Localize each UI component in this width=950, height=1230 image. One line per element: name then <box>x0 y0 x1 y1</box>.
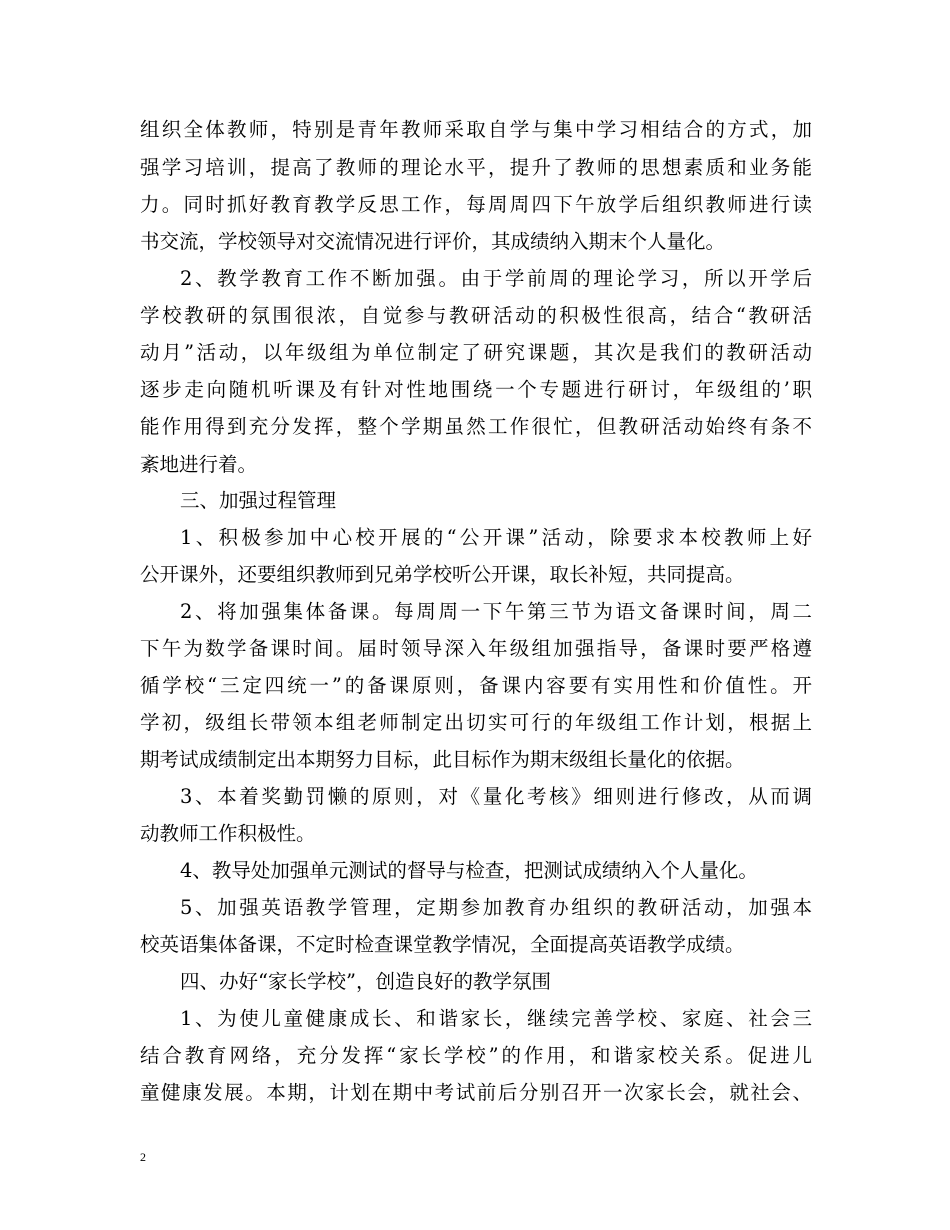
body-line: 学校教研的氛围很浓，自觉参与教研活动的积极性很高，结合“教研活 <box>140 304 812 327</box>
body-line: 3、本着奖勤罚懒的原则，对《量化考核》细则进行修改，从而调 <box>180 785 812 808</box>
body-line: 下午为数学备课时间。届时领导深入年级组加强指导，备课时要严格遵 <box>140 637 812 660</box>
body-line: 童健康发展。本期，计划在期中考试前后分别召开一次家长会，就社会、 <box>140 1081 812 1104</box>
body-line: 组织全体教师，特别是青年教师采取自学与集中学习相结合的方式，加 <box>140 118 812 141</box>
body-line: 动月”活动，以年级组为单位制定了研究课题，其次是我们的教研活动 <box>140 341 812 364</box>
body-line: 强学习培训，提高了教师的理论水平，提升了教师的思想素质和业务能 <box>140 156 812 179</box>
body-line: 动教师工作积极性。 <box>140 822 316 845</box>
body-line: 1、积极参加中心校开展的“公开课”活动，除要求本校教师上好 <box>180 526 812 549</box>
body-line: 逐步走向随机听课及有针对性地围绕一个专题进行研讨，年级组的’职 <box>140 378 812 401</box>
body-line: 学初，级组长带领本组老师制定出切实可行的年级组工作计划，根据上 <box>140 711 812 734</box>
body-line: 书交流，学校领导对交流情况进行评价，其成绩纳入期末个人量化。 <box>140 230 726 253</box>
body-line: 结合教育网络，充分发挥“家长学校”的作用，和谐家校关系。促进儿 <box>140 1044 812 1067</box>
body-line: 期考试成绩制定出本期努力目标，此目标作为期末级组长量化的依据。 <box>140 748 745 771</box>
section-heading: 三、加强过程管理 <box>180 489 337 512</box>
body-line: 1、为使儿童健康成长、和谐家长，继续完善学校、家庭、社会三 <box>180 1007 812 1030</box>
body-line: 力。同时抓好教育教学反思工作，每周周四下午放学后组织教师进行读 <box>140 193 812 216</box>
body-line: 4、教导处加强单元测试的督导与检查，把测试成绩纳入个人量化。 <box>180 859 758 882</box>
body-line: 公开课外，还要组织教师到兄弟学校听公开课，取长补短，共同提高。 <box>140 563 745 586</box>
page-number: 2 <box>140 1150 146 1164</box>
body-line: 5、加强英语教学管理，定期参加教育办组织的教研活动，加强本 <box>180 896 812 919</box>
body-line: 紊地进行着。 <box>140 453 258 476</box>
body-line: 能作用得到充分发挥，整个学期虽然工作很忙，但教研活动始终有条不 <box>140 415 812 438</box>
body-line: 2、教学教育工作不断加强。由于学前周的理论学习，所以开学后 <box>180 267 812 290</box>
section-heading: 四、办好“家长学校”，创造良好的教学氛围 <box>180 970 551 993</box>
body-line: 校英语集体备课，不定时检查课堂教学情况，全面提高英语教学成绩。 <box>140 933 745 956</box>
body-line: 循学校“三定四统一”的备课原则，备课内容要有实用性和价值性。开 <box>140 674 812 697</box>
body-line: 2、将加强集体备课。每周周一下午第三节为语文备课时间，周二 <box>180 600 812 623</box>
